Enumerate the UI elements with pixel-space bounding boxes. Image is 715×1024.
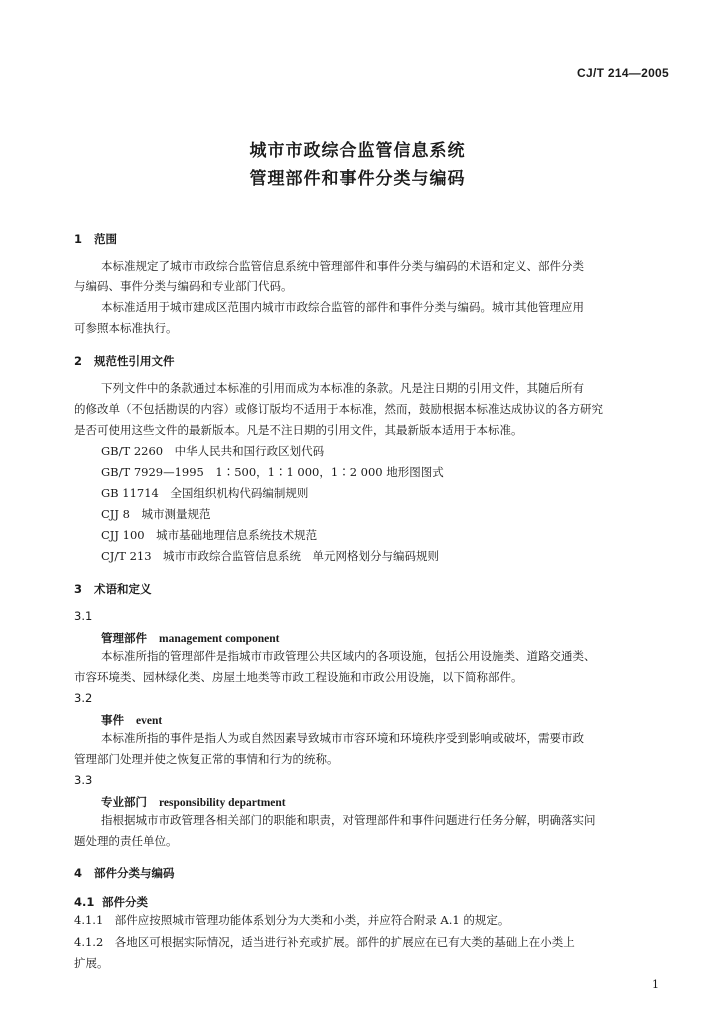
paragraph-line: 是否可使用这些文件的最新版本。凡是不注日期的引用文件，其最新版本适用于本标准。	[74, 423, 523, 437]
paragraph-line: 本标准适用于城市建成区范围内城市市政综合监管的部件和事件分类与编码。城市其他管理应用	[101, 300, 584, 314]
section-1-title: 范围	[94, 232, 117, 246]
reference-item: GB/T 2260 中华人民共和国行政区划代码	[101, 444, 325, 458]
subsection-4-1-heading	[74, 894, 148, 910]
term-3-2-number: 3.2	[74, 691, 93, 705]
clause-line: 4.1.2 各地区可根据实际情况，适当进行补充或扩展。部件的扩展应在已有大类的基础上在小类上	[74, 935, 575, 949]
reference-item: GB/T 7929—1995 1∶500，1∶1 000，1∶2 000 地形图图式	[101, 465, 444, 479]
paragraph-line: 本标准规定了城市市政综合监管信息系统中管理部件和事件分类与编码的术语和定义、部件分类	[101, 259, 584, 273]
section-3-title: 术语和定义	[94, 582, 152, 596]
term-3-1	[101, 630, 279, 646]
term-chinese: 专业部门	[101, 795, 147, 809]
document-code: CJ/T 214—2005	[577, 66, 669, 80]
paragraph-line: 与编码、事件分类与编码和专业部门代码。	[74, 279, 293, 293]
clause-line: 扩展。	[74, 956, 109, 970]
term-3-2	[101, 712, 162, 728]
document-title-line2: 管理部件和事件分类与编码	[249, 169, 466, 189]
paragraph-line: 题处理的责任单位。	[74, 834, 178, 848]
reference-item: CJJ 100 城市基础地理信息系统技术规范	[101, 528, 318, 542]
term-3-1-number: 3.1	[74, 609, 93, 623]
term-english: event	[136, 715, 163, 727]
reference-item: CJ/T 213 城市市政综合监管信息系统 单元网格划分与编码规则	[101, 549, 440, 563]
term-chinese: 事件	[101, 713, 124, 727]
document-title-line1: 城市市政综合监管信息系统	[249, 141, 466, 161]
paragraph-line: 可参照本标准执行。	[74, 321, 178, 335]
section-1-heading	[74, 231, 117, 247]
paragraph-line: 本标准所指的管理部件是指城市市政管理公共区域内的各项设施，包括公用设施类、道路交通类、	[101, 649, 596, 663]
reference-item: GB 11714 全国组织机构代码编制规则	[101, 486, 309, 500]
section-1-number: 1	[74, 232, 83, 246]
page-number: 1	[652, 978, 659, 991]
section-2-number: 2	[74, 354, 83, 368]
paragraph-line: 管理部门处理并使之恢复正常的事情和行为的统称。	[74, 752, 339, 766]
section-4-title: 部件分类与编码	[94, 866, 175, 880]
paragraph-line: 下列文件中的条款通过本标准的引用而成为本标准的条款。凡是注日期的引用文件，其随后所有	[101, 381, 584, 395]
section-3-heading	[74, 581, 152, 597]
section-3-number: 3	[74, 582, 83, 596]
section-4-heading	[74, 865, 175, 881]
term-3-3-number: 3.3	[74, 773, 93, 787]
clause-line: 4.1.1 部件应按照城市管理功能体系划分为大类和小类，并应符合附录 A.1 的规定。	[74, 913, 510, 927]
section-4-number: 4	[74, 866, 83, 880]
reference-item: CJJ 8 城市测量规范	[101, 507, 211, 521]
paragraph-line: 指根据城市市政管理各相关部门的职能和职责，对管理部件和事件问题进行任务分解，明确落实问	[101, 813, 596, 827]
term-chinese: 管理部件	[101, 631, 147, 645]
subsection-4-1-number: 4.1	[74, 895, 95, 909]
term-english: responsibility department	[159, 797, 286, 809]
paragraph-line: 本标准所指的事件是指人为或自然因素导致城市市容环境和环境秩序受到影响或破坏，需要市政	[101, 731, 584, 745]
section-2-heading	[74, 353, 175, 369]
term-3-3	[101, 794, 286, 810]
paragraph-line: 的修改单（不包括勘误的内容）或修订版均不适用于本标准，然而，鼓励根据本标准达成协议的各方研究	[74, 402, 603, 416]
term-english: management component	[159, 633, 280, 645]
paragraph-line: 市容环境类、园林绿化类、房屋土地类等市政工程设施和市政公用设施，以下简称部件。	[74, 670, 523, 684]
section-2-title: 规范性引用文件	[94, 354, 175, 368]
subsection-4-1-title: 部件分类	[102, 895, 148, 909]
